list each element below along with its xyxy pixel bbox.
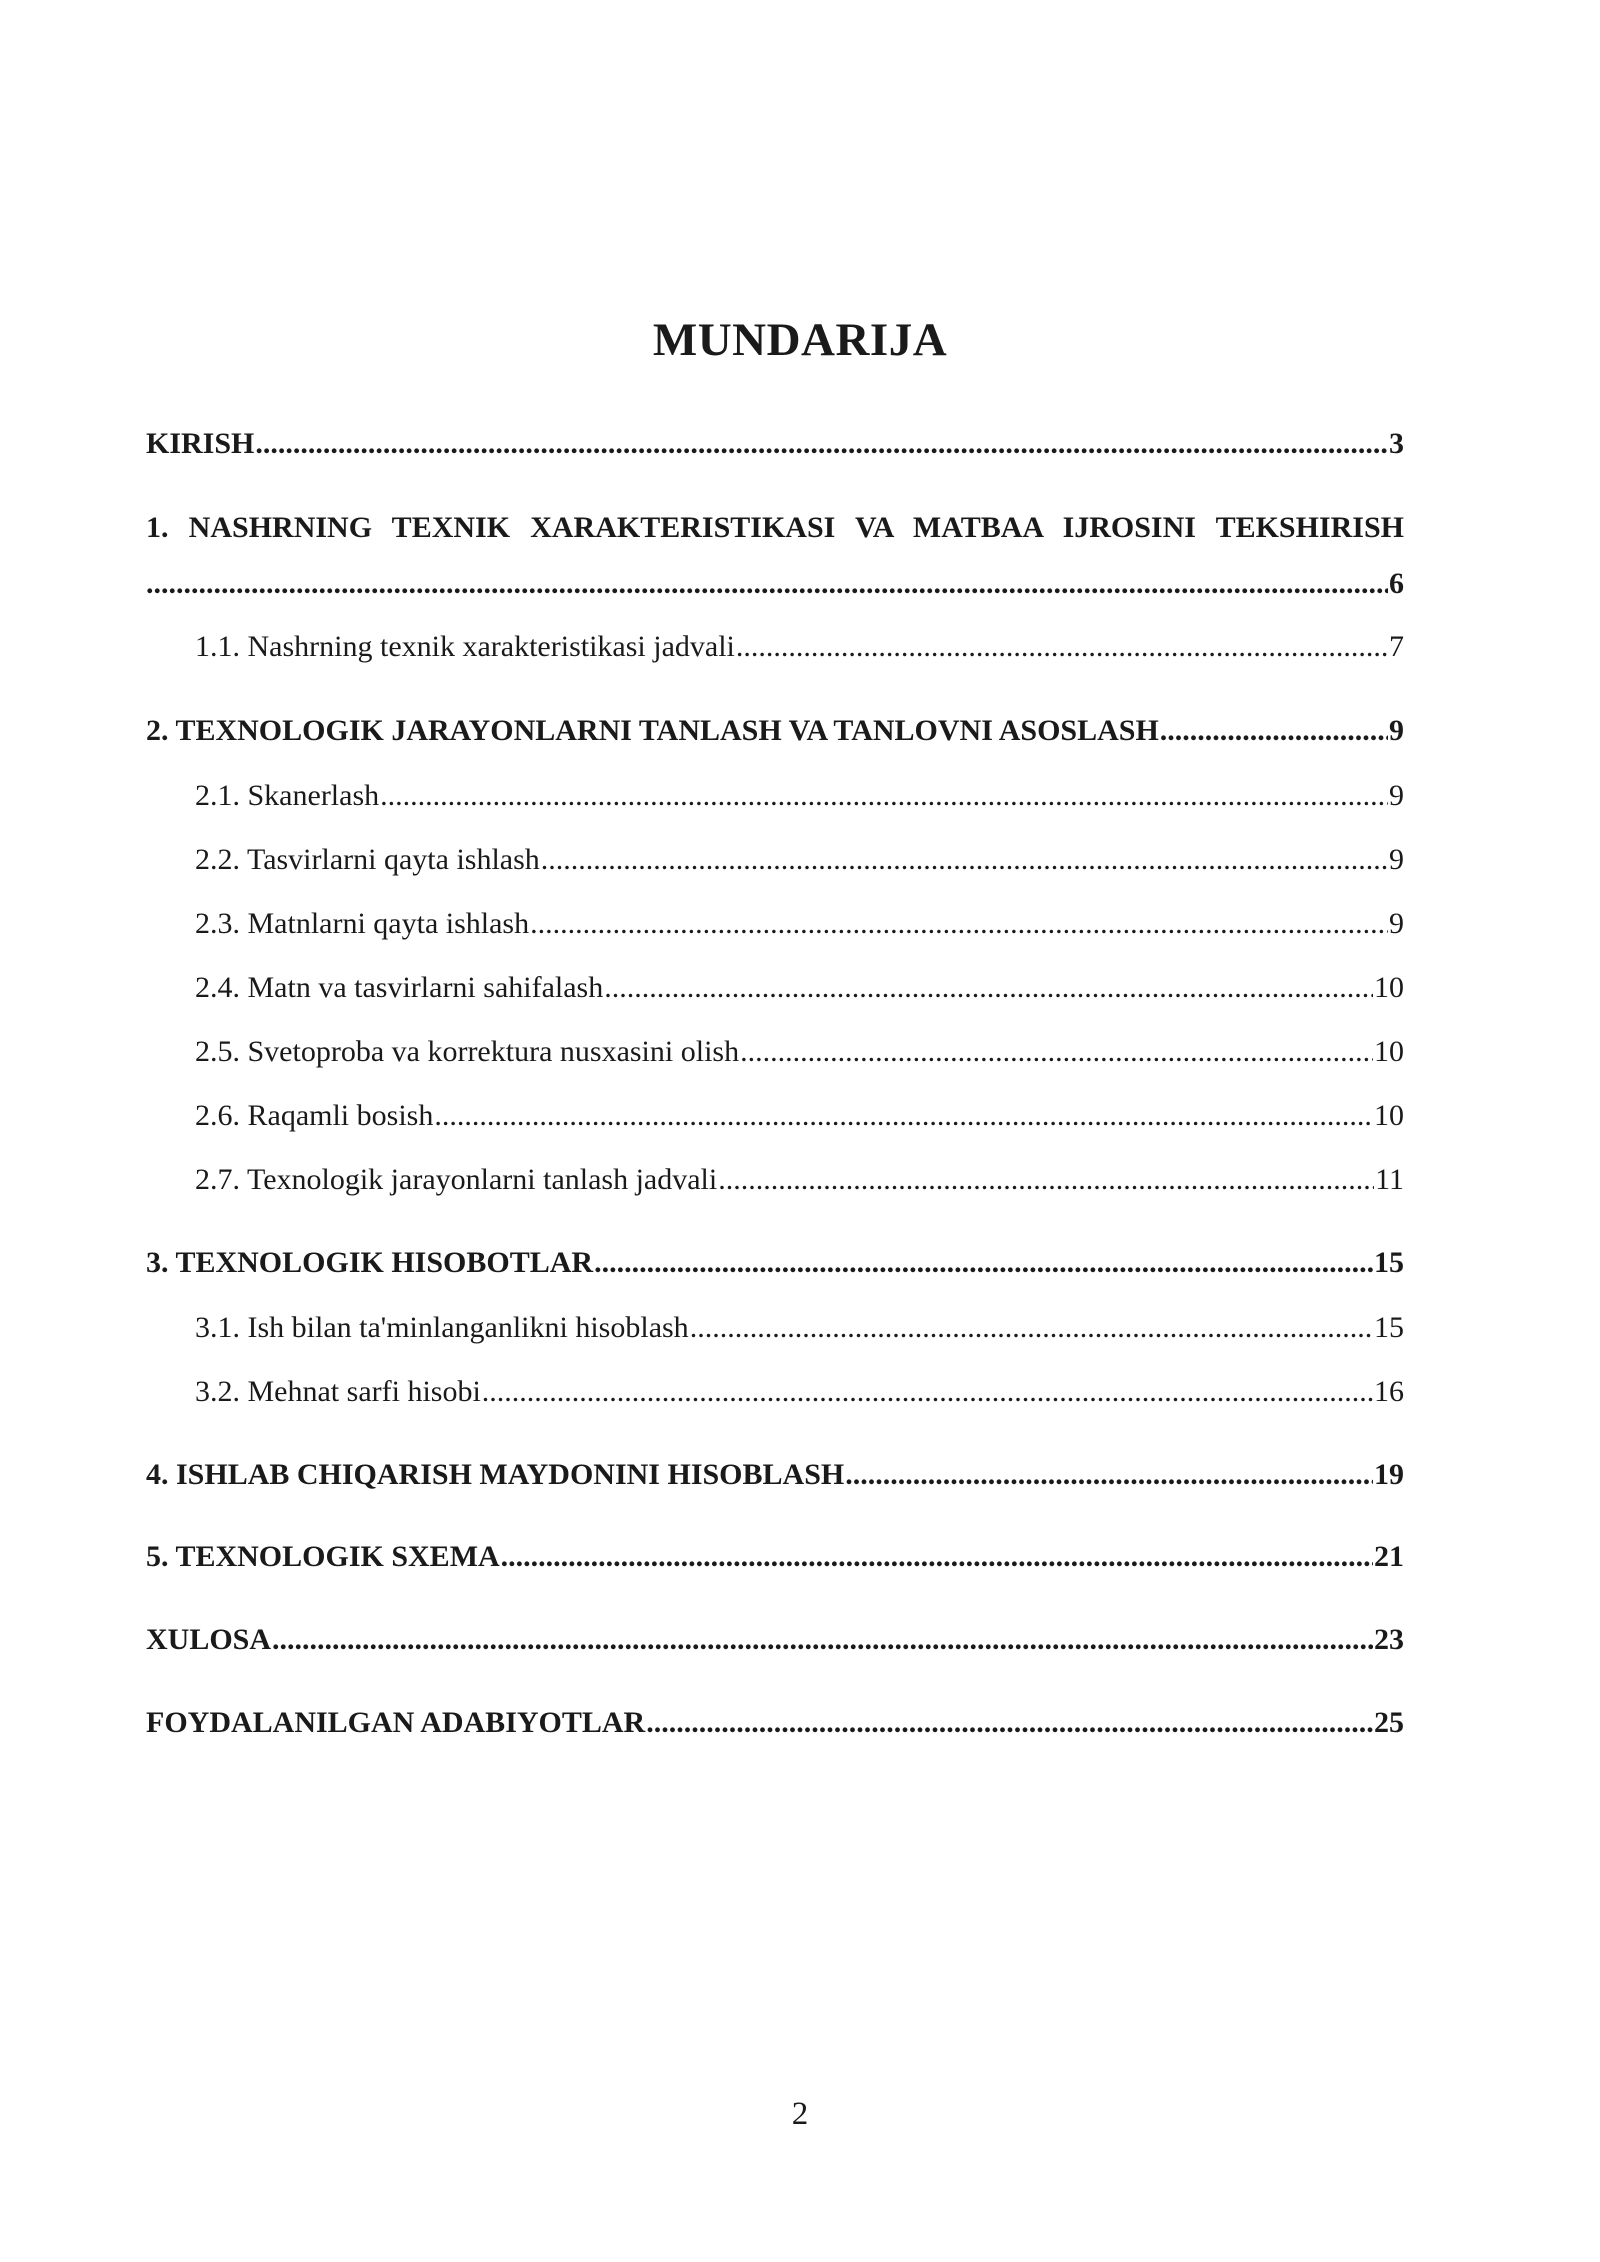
toc-entry-title: 2.7. Texnologik jarayonlarni tanlash jadvali (195, 1163, 718, 1196)
toc-entry-title: 3.1. Ish bilan ta'minlanganlikni hisoblash (195, 1311, 689, 1344)
toc-entry-section-2[interactable] (146, 711, 1404, 751)
dot-leader (272, 1620, 1373, 1660)
toc-entry-title: KIRISH (146, 427, 255, 460)
toc-entry-title: 2. TEXNOLOGIK JARAYONLARNI TANLASH VA TANLOVNI ASOSLASH (146, 714, 1159, 747)
toc-entry-section-1-1[interactable] (195, 627, 1404, 667)
toc-page-number: 10 (1374, 971, 1404, 1004)
toc-entry-title: 5. TEXNOLOGIK SXEMA (146, 1540, 500, 1573)
toc-page-number: 7 (1389, 630, 1404, 663)
toc-entry-section-2-1[interactable] (195, 776, 1404, 816)
toc-page-number: 15 (1374, 1246, 1404, 1279)
toc-entry-title: 3. TEXNOLOGIK HISOBOTLAR (146, 1246, 594, 1279)
dot-leader (718, 1160, 1374, 1200)
toc-page-number: 10 (1374, 1099, 1404, 1132)
toc-page-number: 10 (1374, 1035, 1404, 1068)
dot-leader (380, 776, 1388, 816)
dot-leader (146, 564, 1388, 604)
page-title: MUNDARIJA (652, 314, 948, 366)
dot-leader (646, 1703, 1373, 1743)
toc-entry-section-2-3[interactable] (195, 904, 1404, 944)
toc-entry-kirish[interactable] (146, 424, 1404, 464)
toc-entry-section-3-2[interactable] (195, 1372, 1404, 1412)
dot-leader (255, 424, 1388, 464)
toc-page-number: 25 (1374, 1706, 1404, 1739)
dot-leader (740, 1032, 1373, 1072)
toc-page-number: 23 (1374, 1623, 1404, 1656)
toc-page-number: 21 (1374, 1540, 1404, 1573)
toc-entry-title: FOYDALANILGAN ADABIYOTLAR (146, 1706, 646, 1739)
toc-entry-section-2-4[interactable] (195, 968, 1404, 1008)
dot-leader (736, 627, 1388, 667)
toc-entry-title: 1. NASHRNING TEXNIK XARAKTERISTIKASI VA MATBAA IJROSINI TEKSHIRISH (146, 511, 1404, 544)
toc-entry-title: 3.2. Mehnat sarfi hisobi (195, 1375, 481, 1408)
toc-entry-xulosa[interactable] (146, 1620, 1404, 1660)
toc-page-number: 9 (1389, 714, 1404, 747)
toc-entry-section-2-2[interactable] (195, 840, 1404, 880)
toc-entry-section-1[interactable] (146, 508, 1404, 548)
dot-leader (541, 840, 1388, 880)
toc-entry-title: 2.4. Matn va tasvirlarni sahifalash (195, 971, 604, 1004)
toc-entry-title: XULOSA (146, 1623, 272, 1656)
toc-entry-adabiyotlar[interactable] (146, 1703, 1404, 1743)
dot-leader (434, 1096, 1373, 1136)
dot-leader (594, 1243, 1373, 1283)
toc-entry-section-2-7[interactable] (195, 1160, 1404, 1200)
toc-entry-title: 2.2. Tasvirlarni qayta ishlash (195, 843, 540, 876)
toc-page-number: 9 (1389, 779, 1404, 812)
toc-page-number: 15 (1374, 1311, 1404, 1344)
dot-leader (845, 1455, 1373, 1495)
toc-entry-title: 2.3. Matnlarni qayta ishlash (195, 907, 530, 940)
dot-leader (501, 1537, 1373, 1577)
page-number: 2 (791, 2096, 809, 2132)
dot-leader (604, 968, 1373, 1008)
toc-entry-title: 2.6. Raqamli bosish (195, 1099, 434, 1132)
toc-entry-section-1-leader[interactable] (146, 564, 1404, 604)
toc-page-number: 11 (1375, 1163, 1404, 1196)
toc-page-number: 3 (1389, 427, 1404, 460)
toc-entry-section-3-1[interactable] (195, 1308, 1404, 1348)
toc-entry-section-5[interactable] (146, 1537, 1404, 1577)
toc-page-number: 19 (1374, 1458, 1404, 1491)
toc-page-number: 9 (1389, 843, 1404, 876)
toc-entry-title: 2.1. Skanerlash (195, 779, 380, 812)
toc-entry-section-4[interactable] (146, 1455, 1404, 1495)
dot-leader (1160, 711, 1388, 751)
toc-page-number: 9 (1389, 907, 1404, 940)
toc-page-number: 16 (1374, 1375, 1404, 1408)
toc-entry-title: 1.1. Nashrning texnik xarakteristikasi jadvali (195, 630, 735, 663)
toc-entry-section-2-5[interactable] (195, 1032, 1404, 1072)
table-of-contents (146, 0, 1404, 2262)
toc-entry-section-2-6[interactable] (195, 1096, 1404, 1136)
dot-leader (530, 904, 1388, 944)
dot-leader (482, 1372, 1373, 1412)
dot-leader (690, 1308, 1373, 1348)
toc-entry-title: 4. ISHLAB CHIQARISH MAYDONINI HISOBLASH (146, 1458, 845, 1491)
toc-entry-title: 2.5. Svetoproba va korrektura nusxasini olish (195, 1035, 740, 1068)
toc-page-number: 6 (1389, 567, 1404, 600)
toc-entry-section-3[interactable] (146, 1243, 1404, 1283)
